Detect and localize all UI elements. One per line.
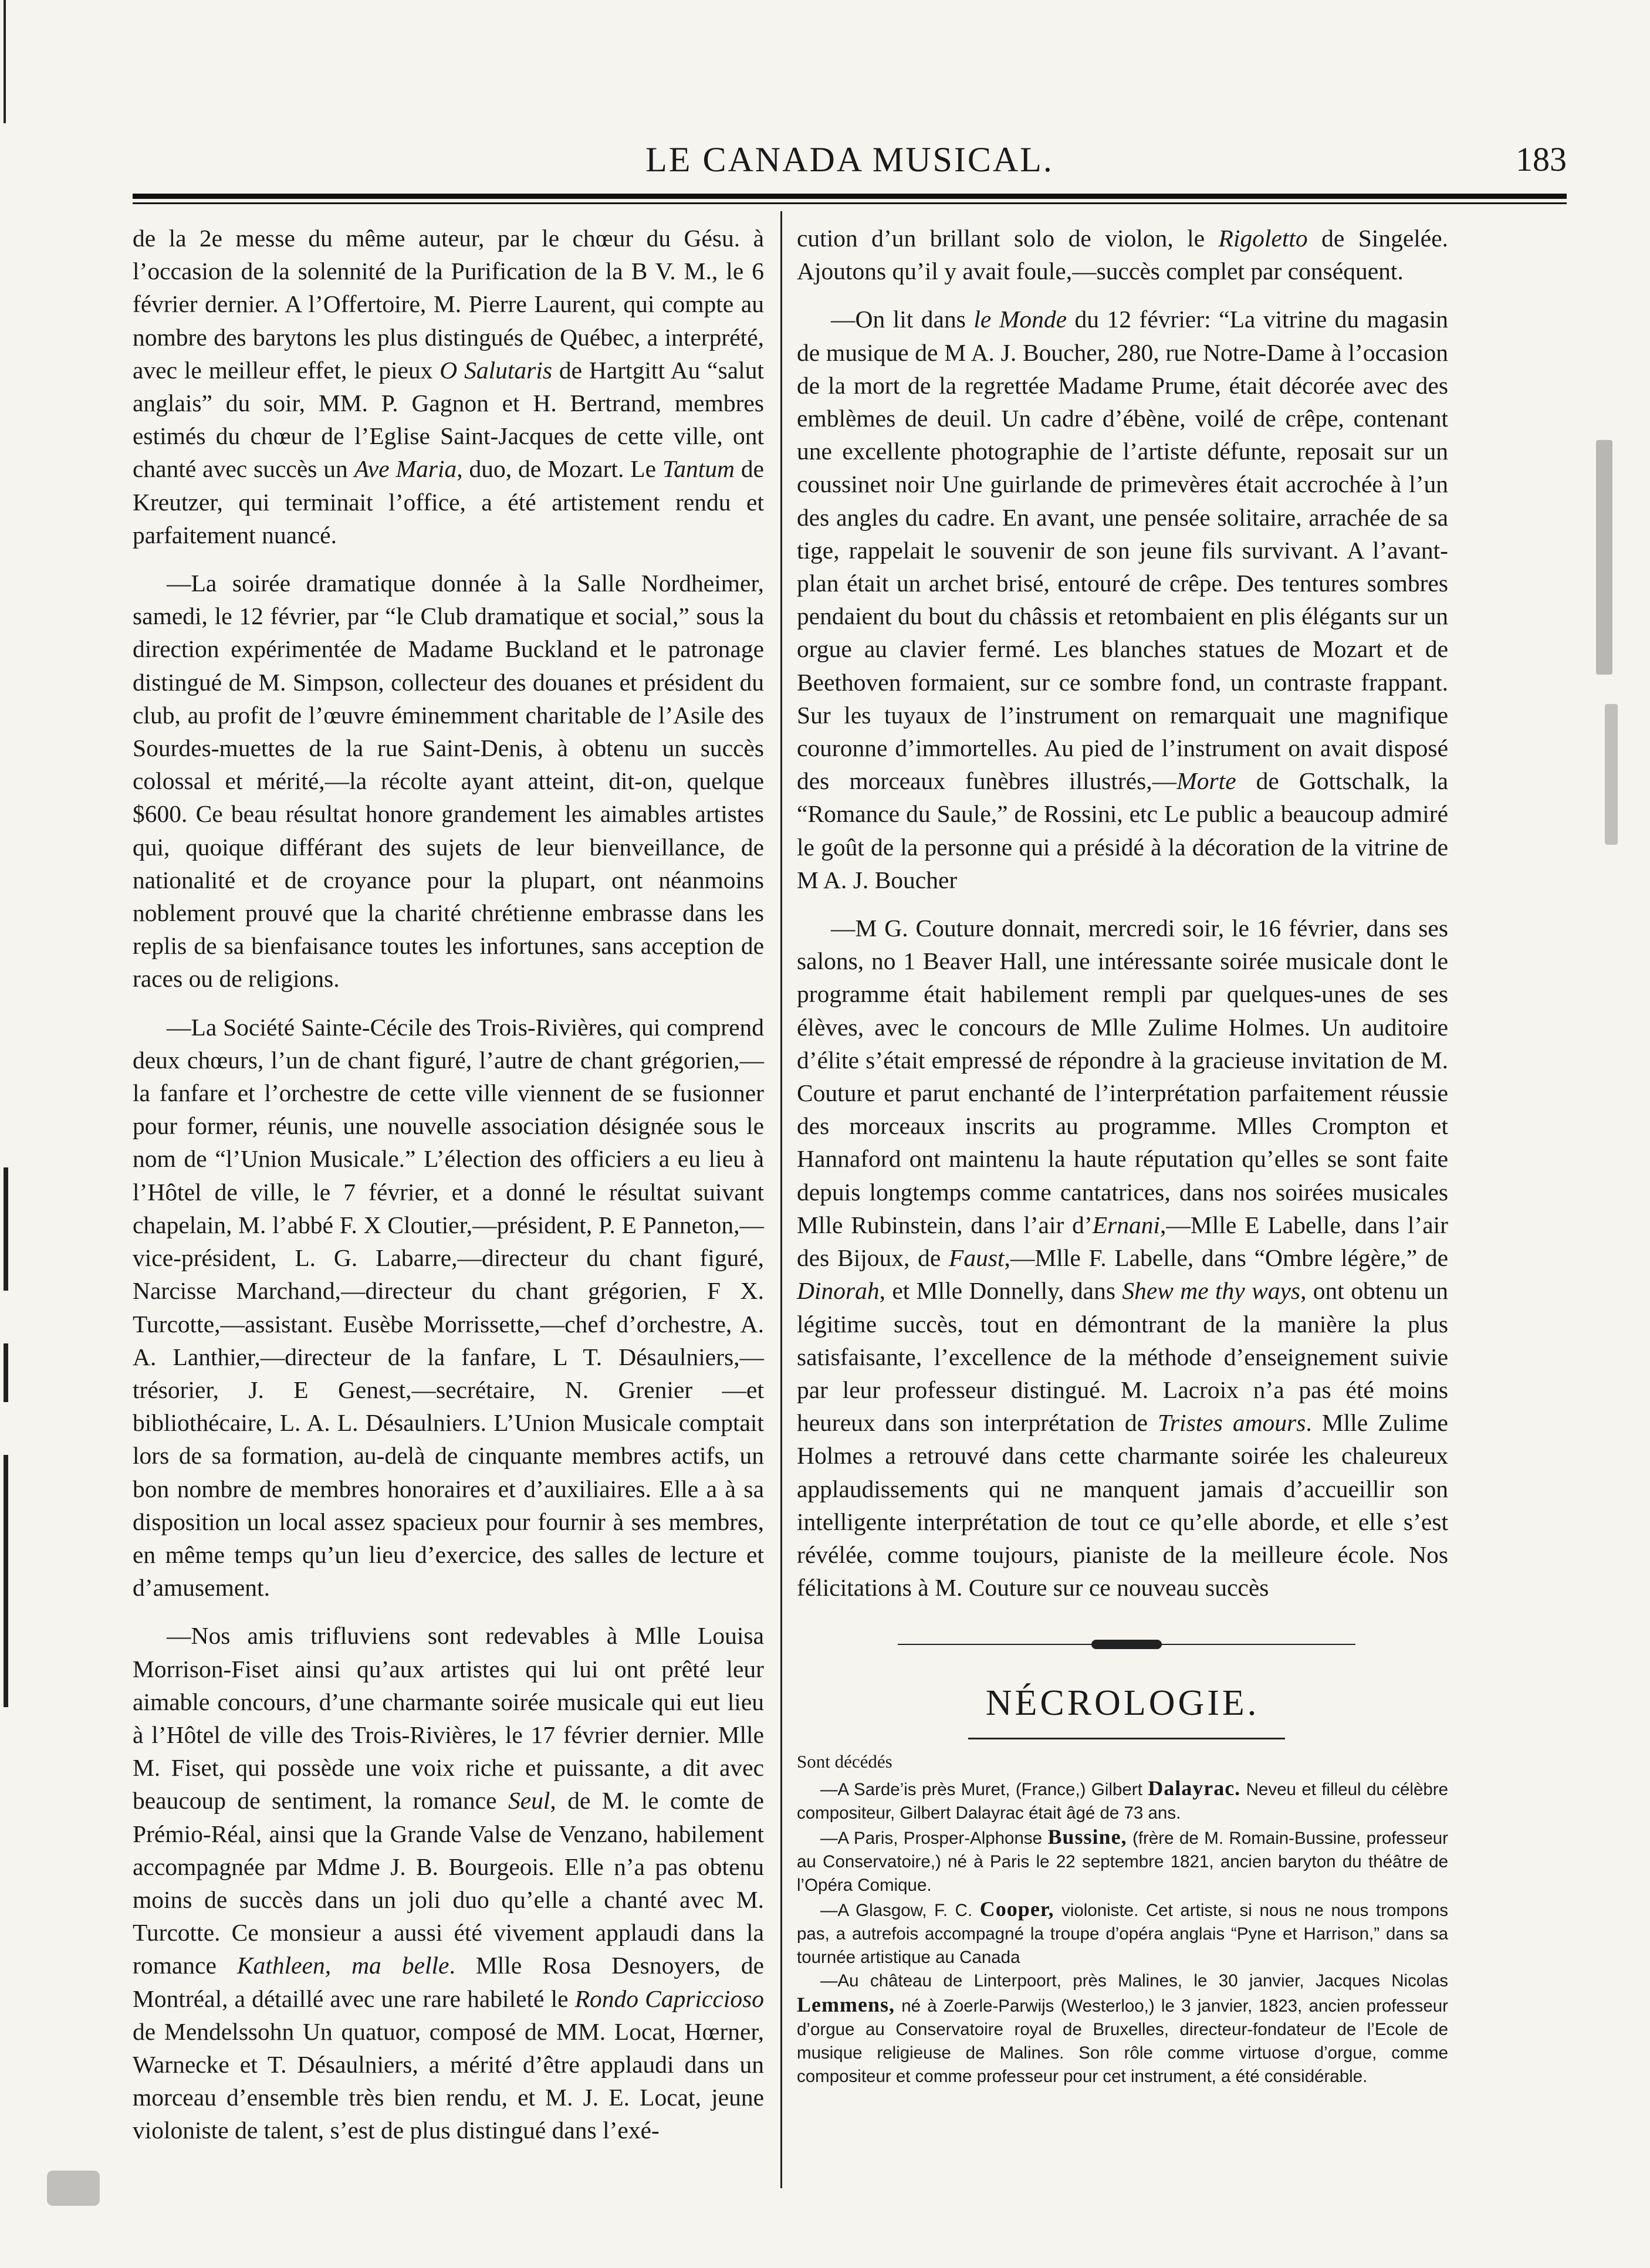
bold-name: Lemmens, <box>797 1993 895 2016</box>
running-header <box>133 140 1567 187</box>
text-run: du 12 février: “La vitrine du magasin de musique de M A. J. Boucher, 280, rue Notre-Dame à l’occasion de la mort de la regrettée Madame Prume, était décorée avec des emblèmes de deuil. Un cadre d’ébène, voilé de crêpe, contenant une excellente photographie de l’artiste défunte, reposait sur un coussinet noir Une guirlande de primevères était accrochée à l’un des angles du cadre. En avant, une pensée solitaire, arrachée de sa tige, rappelait le souvenir de son jeune fils survivant. A l’avant-plan était un archet brisé, entouré de crêpe. Des tentures sombres pendaient du bout du châssis et retombaient en plis élégants sur un orgue au clavier fermé. Les blanches statues de Mozart et de Beethoven formaient, sur ce sombre fond, un contraste frappant. Sur les tuyaux de l’instrument on remarquait une magnifique couronne d’immortelles. Au pied de l’instrument on avait disposé des morceaux funèbres illustrés,— <box>797 306 1448 795</box>
text-run: , duo, de Mozart. Le <box>457 455 662 483</box>
header-rule-thick <box>133 194 1567 199</box>
text-run: , ont obtenu un légitime succès, tout en démontrant de la manière la plus satisfaisante, l’excellence de la méthode d’enseignement suivie par leur professeur distingué. M. Lacroix n’a pas été moins heureux dans son interprétation de <box>797 1277 1448 1437</box>
running-title: LE CANADA MUSICAL. <box>645 140 1054 179</box>
header-rule-thin <box>133 202 1567 204</box>
italic-run: Kathleen, ma belle <box>236 1952 449 1979</box>
obituary-entry <box>797 1897 1448 1969</box>
obituary-entry <box>797 1969 1448 2088</box>
separator-ornament <box>1091 1640 1162 1649</box>
text-run: Neveu et filleul du célèbre compositeur, Gilbert Dalayrac était âgé de 73 ans. <box>797 1780 1448 1823</box>
scan-speck <box>47 2171 100 2206</box>
text-run: —Nos amis trifluviens sont redevables à Mlle Louisa Morrison-Fiset ainsi qu’aux artistes qui lui ont prêté leur aimable concours, d’une charmante soirée musicale qui eut lieu à l’Hôtel de ville des Trois-Rivières, le 17 février dernier. Mlle M. Fiset, qui possède une voix riche et puissante, a dit avec beaucoup de sentiment, la romance <box>133 1622 764 1815</box>
text-run: —M G. Couture donnait, mercredi soir, le 16 février, dans ses salons, no 1 Beaver Hall, une intéressante soirée musicale dont le programme était habilement rempli par quelques-unes de ses élèves, avec le concours de Mlle Zulime Holmes. Un auditoire d’élite s’était empressé de répondre à la gracieuse invitation de M. Couture et parut enchanté de l’interprétation parfaitement réussie des morceaux inscrits au programme. Mlles Crompton et Hannaford ont maintenu la haute réputation qu’elles se sont faite depuis longtemps comme cantatrices, dans nos soirées musicales Mlle Rubinstein, dans l’air d’ <box>797 915 1448 1238</box>
necrologie-rule <box>968 1738 1285 1739</box>
bold-name: Bussine, <box>1047 1825 1127 1849</box>
page-number: 183 <box>1516 140 1567 178</box>
text-run: , et Mlle Donnelly, dans <box>879 1277 1122 1305</box>
text-run: —Au château de Linterpoort, près Malines, le 30 janvier, Jacques Nicolas <box>820 1971 1448 1991</box>
article-paragraph <box>133 222 764 551</box>
text-run: —A Glasgow, F. C. <box>820 1901 980 1920</box>
article-paragraph <box>797 303 1448 896</box>
text-run: cution d’un brillant solo de violon, le <box>797 225 1219 252</box>
article-paragraph <box>133 567 764 996</box>
text-run: (frère de M. Romain-Bussine, professeur au Conservatoire,) né à Paris le 22 septembre 1821, ancien baryton du théâtre de l’Opéra Comique. <box>797 1829 1448 1895</box>
text-run: de Gottschalk, la “Romance du Saule,” de Rossini, etc Le public a beaucoup admiré le goût de la personne qui a présidé à la décoration de la vitrine de M A. J. Boucher <box>797 767 1448 893</box>
italic-run: Ernani <box>1092 1211 1161 1238</box>
italic-run: Seul <box>508 1787 550 1815</box>
obituary-entry <box>797 1776 1448 1825</box>
italic-run: Rondo Capriccioso <box>574 1985 764 2012</box>
article-paragraph <box>797 222 1448 287</box>
text-run: de Hartgitt Au “salut anglais” du soir, MM. P. Gagnon et H. Bertrand, membres estimés du chœur de l’Eglise Saint-Jacques de cette ville, ont chanté avec succès un <box>133 356 764 483</box>
text-run: —La Société Sainte-Cécile des Trois-Rivières, qui comprend deux chœurs, l’un de chant figuré, l’autre de chant grégorien,—la fanfare et l’orchestre de cette ville viennent de se fusionner pour former, réunis, une nouvelle association désignée sous le nom de “l’Union Musicale.” L’élection des officiers a eu lieu à l’Hôtel de ville, le 7 février, et a donné le résultat suivant chapelain, M. l’abbé F. X Cloutier,—président, P. E Panneton,—vice-président, L. G. Labarre,—directeur du chant figuré, Narcisse Marchand,—directeur du chant grégorien, F X. Turcotte,—assistant. Eusèbe Morrissette,—chef d’orchestre, A. A. Lanthier,—directeur de la fanfare, L T. Désaulniers,—trésorier, J. E Genest,—secrétaire, N. Grenier —et bibliothécaire, L. A. L. Désaulniers. L’Union Musicale comptait lors de sa formation, au-delà de cinquante membres actifs, un bon nombre de membres honoraires et d’auxiliaires. Elle a à sa disposition un local assez spacieux pour fournir à ses membres, en même temps qu’un lieu d’exercice, des salles de lecture et d’amusement. <box>133 1013 764 1602</box>
italic-run: Dinorah <box>797 1277 880 1305</box>
text-run: de la 2e messe du même auteur, par le chœur du Gésu. à l’occasion de la solennité de la Purification de la B V. M., le 6 février dernier. A l’Offertoire, M. Pierre Laurent, qui compte au nombre des barytons les plus distingués de Québec, a interprété, avec le meilleur effet, le pieux <box>133 225 764 384</box>
italic-run: O Salutaris <box>439 356 552 384</box>
article-paragraph <box>133 1011 764 1604</box>
scan-margin-mark <box>4 1343 8 1402</box>
text-run: , de M. le comte de Prémio-Réal, ainsi que la Grande Valse de Venzano, habilement accompagnée par Mdme J. B. Bourgeois. Elle n’a pas obtenu moins de succès dans un joli duo qu’elle a chanté avec M. Turcotte. Ce monsieur a aussi été vivement applaudi dans la romance <box>133 1787 764 1979</box>
italic-run: Tantum <box>662 455 735 483</box>
column-divider <box>780 211 782 2188</box>
text-run: —On lit dans <box>831 306 974 333</box>
text-run: de Mendelssohn Un quatuor, composé de MM. Locat, Hœrner, Warnecke et T. Désaulniers, a mérité d’être applaudi dans un morceau d’ensemble très bien rendu, et M. J. E. Locat, jeune violoniste de talent, s’est de plus distingué dans l’exé- <box>133 2017 764 2144</box>
bold-name: Dalayrac. <box>1148 1776 1241 1800</box>
article-paragraph <box>797 912 1448 1604</box>
italic-run: Tristes amours <box>1158 1409 1306 1437</box>
text-run: . Mlle Rosa Desnoyers, de Montréal, a détaillé avec une rare habileté le <box>133 1952 765 2012</box>
scan-margin-mark <box>4 1167 8 1291</box>
text-run: —La soirée dramatique donnée à la Salle Nordheimer, samedi, le 12 février, par “le Club dramatique et social,” sous la direction expérimentée de Madame Buckland et le patronage distingué de M. Simpson, collecteur des douanes et président du club, au profit de l’œuvre éminemment charitable de l’Asile des Sourdes-muettes de la rue Saint-Denis, à obtenu un succès colossal et mérité,—la récolte ayant atteint, dit-on, quelque $600. Ce beau résultat honore grandement les aimables artistes qui, quoique différant des sujets de leur bienveillance, de nationalité et de croyance pour la plupart, ont néanmoins noblement prouvé que la charité chrétienne embrasse dans les replis de sa bienfaisance toutes les infortunes, sans acception de races ou de religions. <box>133 570 764 993</box>
article-paragraph <box>133 1619 764 2147</box>
italic-run: le Monde <box>973 306 1067 333</box>
text-run: né à Zoerle-Parwijs (Westerloo,) le 3 janvier, 1823, ancien professeur d’orgue au Conservatoire royal de Bruxelles, directeur-fondateur de l’Ecole de musique religieuse de Malines. Son rôle comme virtuose d’orgue, comme compositeur et comme professeur pour cet instrument, a été considérable. <box>797 1996 1448 2086</box>
italic-run: Faust <box>948 1244 1005 1272</box>
text-run: . Mlle Zulime Holmes a retrouvé dans cette charmante soirée les chaleureux applaudissements qui ne manquent jamais d’accueillir son intelligente interprétation de tout ce qu’elle aborde, et elle s’est révélée, comme toujours, pianiste de la meilleure école. Nos félicitations à M. Couture sur ce nouveau succès <box>797 1409 1448 1602</box>
left-column <box>133 222 764 2147</box>
italic-run: Rigoletto <box>1218 225 1308 252</box>
necrologie-heading: NÉCROLOGIE. <box>985 1683 1260 1723</box>
right-column <box>797 222 1448 1604</box>
text-run: de Kreutzer, qui terminait l’office, a été artistement rendu et parfaitement nuancé. <box>133 455 765 549</box>
text-run: de Singelée. Ajoutons qu’il y avait foule,—succès complet par conséquent. <box>797 225 1448 285</box>
necrologie-list <box>797 1776 1448 2088</box>
italic-run: Ave Maria <box>354 455 457 483</box>
text-run: ,—Mlle F. Labelle, dans “Ombre légère,” de <box>1004 1244 1448 1272</box>
scan-speck <box>1596 440 1612 675</box>
obituary-entry <box>797 1825 1448 1897</box>
text-run: violoniste. Cet artiste, si nous ne nous trompons pas, a autrefois accompagné la troupe d’opéra anglais “Pyne et Harrison,” dans sa tournée artistique au Canada <box>797 1901 1449 1967</box>
italic-run: Shew me thy ways <box>1122 1277 1301 1305</box>
text-run: ,—Mlle E Labelle, dans l’air des Bijoux, de <box>797 1211 1449 1272</box>
text-run: —A Sarde’is près Muret, (France,) Gilbert <box>820 1780 1148 1799</box>
scan-margin-mark <box>4 1455 8 1707</box>
italic-run: Morte <box>1176 767 1236 795</box>
text-run: —A Paris, Prosper-Alphonse <box>820 1829 1048 1848</box>
scan-margin-mark <box>4 0 6 123</box>
necrologie-intro: Sont décédés <box>797 1751 892 1772</box>
bold-name: Cooper, <box>979 1897 1054 1921</box>
section-separator <box>898 1639 1355 1650</box>
scan-speck <box>1605 704 1618 845</box>
